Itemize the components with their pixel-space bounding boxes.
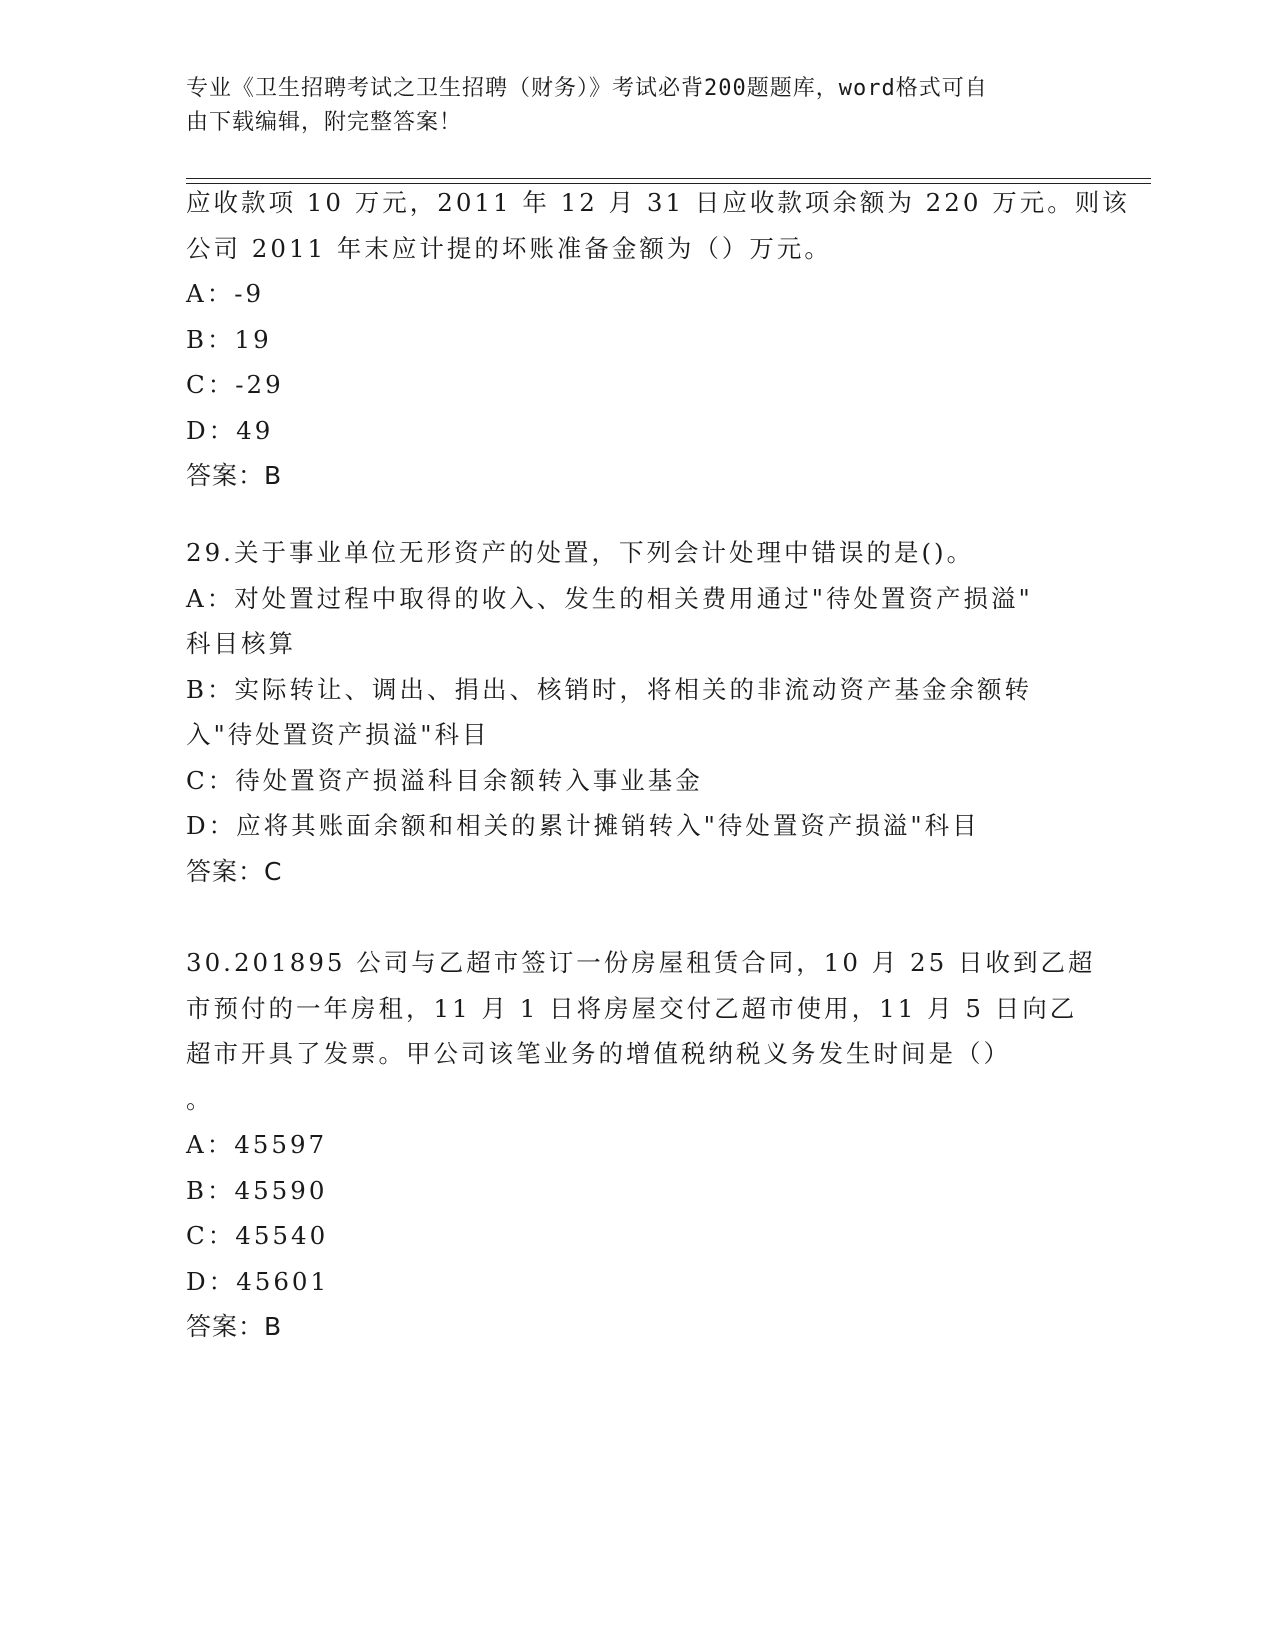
option-a: A：对处置过程中取得的收入、发生的相关费用通过"待处置资产损溢" (186, 583, 1033, 613)
option-d: D：45601 (186, 1266, 330, 1296)
question-stem-line: 超市开具了发票。甲公司该笔业务的增值税纳税义务发生时间是（） (186, 1039, 1011, 1068)
header-line-1: 专业《卫生招聘考试之卫生招聘（财务）》考试必背200题题库，word格式可自 (186, 76, 988, 101)
question-stem-line: 公司 2011 年末应计提的坏账准备金额为（）万元。 (186, 233, 832, 263)
answer-line: 答案：B (186, 461, 283, 490)
question-stem-line: 应收款项 10 万元，2011 年 12 月 31 日应收款项余额为 220 万元。则该 (186, 188, 1130, 217)
document-header (186, 72, 1066, 140)
question-29 (186, 530, 1086, 894)
option-c: C：待处置资产损溢科目余额转入事业基金 (186, 765, 703, 795)
question-stem-line: 市预付的一年房租，11 月 1 日将房屋交付乙超市使用，11 月 5 日向乙 (186, 993, 1078, 1023)
option-a-continued: 科目核算 (186, 629, 296, 658)
option-c: C：45540 (186, 1221, 329, 1250)
option-b: B：实际转让、调出、捐出、核销时，将相关的非流动资产基金余额转 (186, 674, 1033, 704)
option-d: D：49 (186, 415, 274, 445)
question-stem-line: 29.关于事业单位无形资产的处置，下列会计处理中错误的是()。 (186, 538, 975, 567)
answer-line: 答案：B (186, 1312, 283, 1341)
question-stem-line: 30.201895 公司与乙超市签订一份房屋租赁合同，10 月 25 日收到乙超 (186, 948, 1096, 977)
answer-line: 答案：C (186, 856, 283, 886)
option-b-continued: 入"待处置资产损溢"科目 (186, 720, 490, 749)
option-c: C：-29 (186, 370, 284, 399)
question-28 (186, 180, 1130, 499)
option-d: D：应将其账面余额和相关的累计摊销转入"待处置资产损溢"科目 (186, 811, 980, 840)
header-divider-top (186, 178, 1151, 179)
header-line-2: 由下载编辑，附完整答案！ (186, 110, 463, 135)
option-a: A：-9 (186, 279, 265, 308)
option-b: B：45590 (186, 1175, 328, 1205)
option-a: A：45597 (186, 1130, 328, 1159)
question-30 (186, 940, 1096, 1350)
option-b: B：19 (186, 324, 272, 354)
question-stem-line: 。 (186, 1084, 214, 1114)
